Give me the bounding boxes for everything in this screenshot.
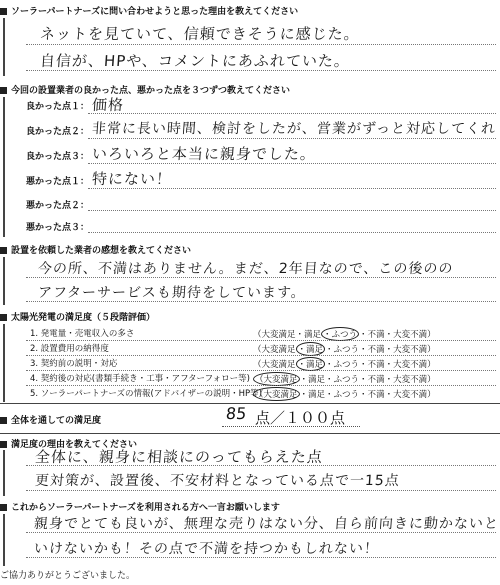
satisfaction-reason-line-2: 更対策が、設置後、不安材料となっている点で一15点 <box>34 473 401 489</box>
dotted-line <box>88 188 496 189</box>
overall-score-unit: 点／１００点 <box>255 409 346 427</box>
margin-bar <box>3 514 5 566</box>
margin-bar <box>3 18 5 76</box>
square-bullet-icon <box>0 417 7 424</box>
rating-options <box>253 372 436 386</box>
rating-option[interactable]: ・ふつう <box>325 390 360 400</box>
reason-line-1: ネットを見ていて、信頼できそうに感じた。 <box>39 25 361 43</box>
section-message-title <box>0 500 280 513</box>
bad-point-3-label: 悪かった点３： <box>26 223 90 233</box>
square-bullet-icon <box>0 504 7 511</box>
good-point-2-value: 非常に長い時間、検討をしたが、営業がずっと対応してくれ <box>91 121 497 137</box>
rating-option[interactable]: ・満足 <box>296 357 326 371</box>
good-point-1-label: 良かった点１： <box>26 102 90 112</box>
dotted-line <box>26 557 496 558</box>
section-rating-title <box>0 310 155 323</box>
section-good-bad-title <box>0 83 290 96</box>
score-underline <box>222 426 360 427</box>
rating-option[interactable]: （大変満足 <box>253 345 296 355</box>
rating-option[interactable]: ・大変不満） <box>384 375 436 385</box>
good-point-2-label: 良かった点２： <box>26 127 90 137</box>
rating-options <box>253 387 436 401</box>
dotted-line <box>26 490 496 491</box>
rating-option[interactable]: ・大変不満） <box>384 330 436 340</box>
rating-options <box>253 327 436 341</box>
bad-point-2-label: 悪かった点２： <box>26 201 90 211</box>
margin-bar <box>3 257 5 305</box>
rating-option[interactable]: ・ふつう <box>325 375 360 385</box>
dotted-line <box>26 532 496 533</box>
dotted-line <box>26 385 496 386</box>
section-reason-title <box>0 4 298 17</box>
divider <box>0 403 500 404</box>
rating-row-label: 1. 発電量・売電収入の多さ <box>30 329 135 339</box>
section-title-text: ソーラーパートナーズに問い合わせようと思った理由を教えてください <box>11 7 299 17</box>
rating-option[interactable]: ・不満 <box>359 345 385 355</box>
dotted-line <box>88 113 496 114</box>
dotted-line <box>26 70 496 71</box>
rating-option[interactable]: ・満足 <box>295 330 322 340</box>
rating-option[interactable]: ・不満 <box>359 360 385 370</box>
section-title-text: 全体を通しての満足度 <box>11 416 102 426</box>
section-title-text: 満足度の理由を教えてください <box>11 440 138 450</box>
dotted-line <box>26 340 496 341</box>
rating-option[interactable]: （大変満足 <box>253 360 296 370</box>
rating-option[interactable]: ・大変不満） <box>384 390 436 400</box>
good-point-1-value: 価格 <box>91 96 125 114</box>
dotted-line <box>88 232 496 233</box>
message-line-2: いけないかも！その点で不満を持つかもしれない！ <box>33 541 380 557</box>
section-title-text: 太陽光発電の満足度（５段階評価） <box>11 313 156 323</box>
satisfaction-reason-line-1: 全体に、親身に相談にのってもらえた点 <box>34 448 324 466</box>
rating-option[interactable]: ・ふつう <box>321 327 359 341</box>
dotted-line <box>26 465 496 466</box>
divider <box>0 433 500 434</box>
dotted-line <box>26 370 496 371</box>
good-point-3-value: いろいろと本当に親身でした。 <box>91 145 317 163</box>
square-bullet-icon <box>0 441 7 448</box>
dotted-line <box>26 44 496 45</box>
dotted-line <box>88 138 496 139</box>
message-line-1: 親身でとても良いが、無理な売りはない分、自ら前向きに動かないと <box>33 516 500 532</box>
rating-option[interactable]: ・大変不満） <box>384 345 436 355</box>
impression-line-1: 今の所、不満はありません。まだ、2年目なので、この後のの <box>37 261 454 277</box>
reason-line-2: 自信が、HPや、コメントにあふれていた。 <box>39 52 351 70</box>
rating-option[interactable]: （大変満足 <box>253 372 300 386</box>
bad-point-1-value: 特にない！ <box>91 170 173 188</box>
margin-bar <box>3 324 5 402</box>
rating-options <box>253 357 436 371</box>
rating-option[interactable]: ・満足 <box>296 342 326 356</box>
square-bullet-icon <box>0 87 7 94</box>
rating-option[interactable]: ・ふつう <box>325 360 360 370</box>
dotted-line <box>26 301 496 302</box>
square-bullet-icon <box>0 314 7 321</box>
rating-option[interactable]: ・満足 <box>299 390 326 400</box>
rating-option[interactable]: ・不満 <box>359 375 385 385</box>
dotted-line <box>26 355 496 356</box>
section-title-text: 今回の設置業者の良かった点、悪かった点を３つずつ教えてください <box>11 86 291 96</box>
margin-bar <box>3 450 5 496</box>
dotted-line <box>26 277 496 278</box>
square-bullet-icon <box>0 247 7 254</box>
impression-line-2: アフターサービスも期待をしています。 <box>37 285 307 301</box>
margin-bar <box>3 97 5 237</box>
rating-row-label: 2. 設置費用の納得度 <box>30 344 109 354</box>
rating-option[interactable]: ・不満 <box>359 330 385 340</box>
rating-option[interactable]: ・ふつう <box>325 345 360 355</box>
section-title-text: これからソーラーパートナーズを利用される方へ一言お願いします <box>11 503 280 513</box>
square-bullet-icon <box>0 8 7 15</box>
rating-row-label: 4. 契約後の対応(書類手続き・工事・アフターフォロー等) <box>30 374 251 384</box>
rating-row-label: 5. ソーラーパートナーズの情報(アドバイザーの説明・HP等) <box>30 389 262 399</box>
footer-thanks: ご協力ありがとうございました。 <box>0 571 136 581</box>
dotted-line <box>88 163 496 164</box>
rating-option[interactable]: ・大変不満） <box>384 360 436 370</box>
rating-row-label: 3. 契約前の説明・対応 <box>30 359 118 369</box>
overall-score-value: 85 <box>225 404 248 423</box>
section-title-text: 設置を依頼した業者の感想を教えてください <box>11 246 192 256</box>
bad-point-1-label: 悪かった点１： <box>26 177 90 187</box>
section-impression-title <box>0 243 191 256</box>
rating-options <box>253 342 436 356</box>
good-point-3-label: 良かった点３： <box>26 152 90 162</box>
rating-option[interactable]: （大変満足 <box>253 387 300 401</box>
dotted-line <box>88 210 496 211</box>
rating-option[interactable]: ・不満 <box>359 390 385 400</box>
rating-option[interactable]: ・満足 <box>299 375 326 385</box>
section-overall-title <box>0 413 101 426</box>
rating-option[interactable]: （大変満足 <box>253 330 296 340</box>
